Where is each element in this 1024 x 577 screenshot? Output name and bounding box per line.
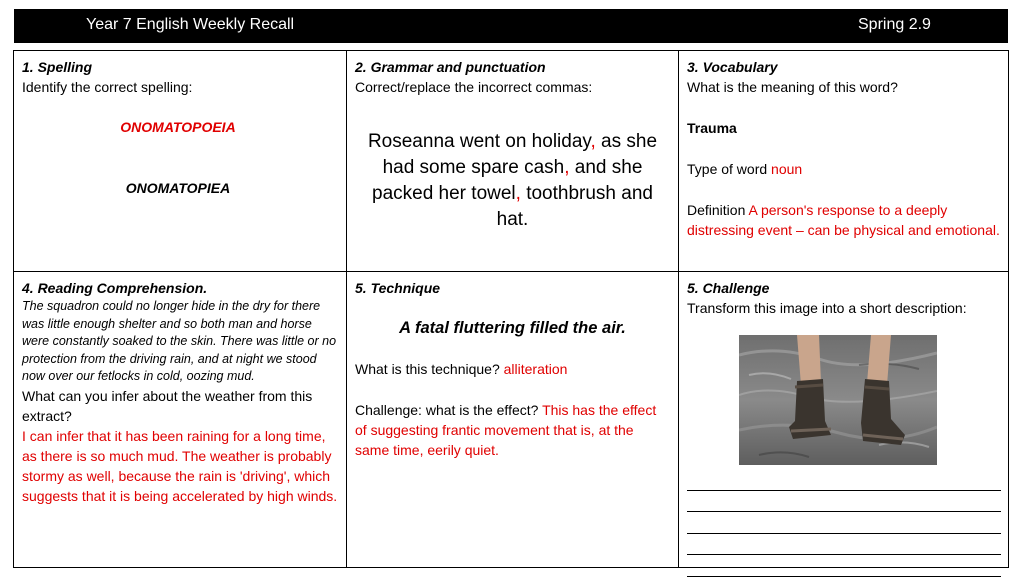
reading-heading: 4. Reading Comprehension. [22,280,208,296]
technique-challenge-label: Challenge: what is the effect? [355,402,543,418]
answer-line[interactable] [687,555,1001,577]
technique-question [355,359,670,379]
technique-sentence: A fatal fluttering filled the air. [399,319,626,337]
grammar-instruction: Correct/replace the incorrect commas: [355,79,593,95]
incorrect-comma: , [515,183,521,204]
challenge-heading: 5. Challenge [687,280,770,296]
spelling-option-incorrect: ONOMATOPIEA [125,180,231,196]
spelling-heading: 1. Spelling [22,59,93,75]
reading-passage: The squadron could no longer hide in the dry for there was little enough shelter and so both man and horse were constantly soaked to the skin. There was little or no protection from the driving rain, and at night we stood now over our fetlocks in cold, oozing mud. [22,299,337,384]
answer-line[interactable] [687,512,1001,534]
worksheet-title: Year 7 English Weekly Recall [86,16,295,33]
word-definition [687,200,1001,240]
word-type [687,159,1001,179]
vocabulary-instruction: What is the meaning of this word? [687,79,898,95]
spelling-cell [14,51,346,271]
reading-question: What can you infer about the weather from this extract? [22,387,313,424]
recall-grid [13,50,1009,568]
technique-cell [347,272,678,568]
sentence-fragment: Roseanna went on holiday [367,131,591,152]
grammar-sentence [355,129,670,233]
technique-challenge-answer: This has the effect of suggesting frantic movement that is, at the same time, eerily quiet. [355,402,657,458]
technique-question-label: What is this technique? [355,361,504,377]
vocabulary-heading: 3. Vocabulary [687,59,778,75]
reading-cell [14,272,346,568]
incorrect-comma: , [590,131,596,152]
grammar-heading: 2. Grammar and punctuation [355,59,546,75]
answer-line[interactable] [687,534,1001,556]
reading-answer: I can infer that it has been raining for a long time, as there is so much mud. The weather is probably stormy as well, because the rain is 'driving', which suggests that it is being accelerated by high winds. [22,427,338,504]
word-type-label: Type of word [687,161,772,177]
answer-lines [687,469,1001,577]
challenge-instruction: Transform this image into a short description: [687,300,967,316]
grammar-cell [347,51,678,271]
spelling-instruction: Identify the correct spelling: [22,79,193,95]
definition-label: Definition [687,202,749,218]
technique-challenge [355,400,670,460]
answer-line[interactable] [687,469,1001,491]
spelling-option-correct: ONOMATOPOEIA [120,119,236,135]
technique-heading: 5. Technique [355,280,441,296]
challenge-cell [679,272,1009,568]
word-type-answer: noun [771,161,803,177]
sentence-fragment: and she packed her towel [372,157,643,204]
vocabulary-word: Trauma [687,120,737,136]
technique-answer: alliteration [503,361,568,377]
definition-answer: A person's response to a deeply distressing event – can be physical and emotional. [687,202,1000,238]
answer-line[interactable] [687,491,1001,513]
vocabulary-cell [679,51,1009,271]
muddy-boots-photo [739,335,937,465]
sentence-fragment: as she had some spare cash [382,131,658,178]
incorrect-comma: , [564,157,570,178]
title-bar [14,9,1008,43]
sentence-fragment: toothbrush and hat. [496,183,653,230]
term-code: Spring 2.9 [858,16,931,33]
